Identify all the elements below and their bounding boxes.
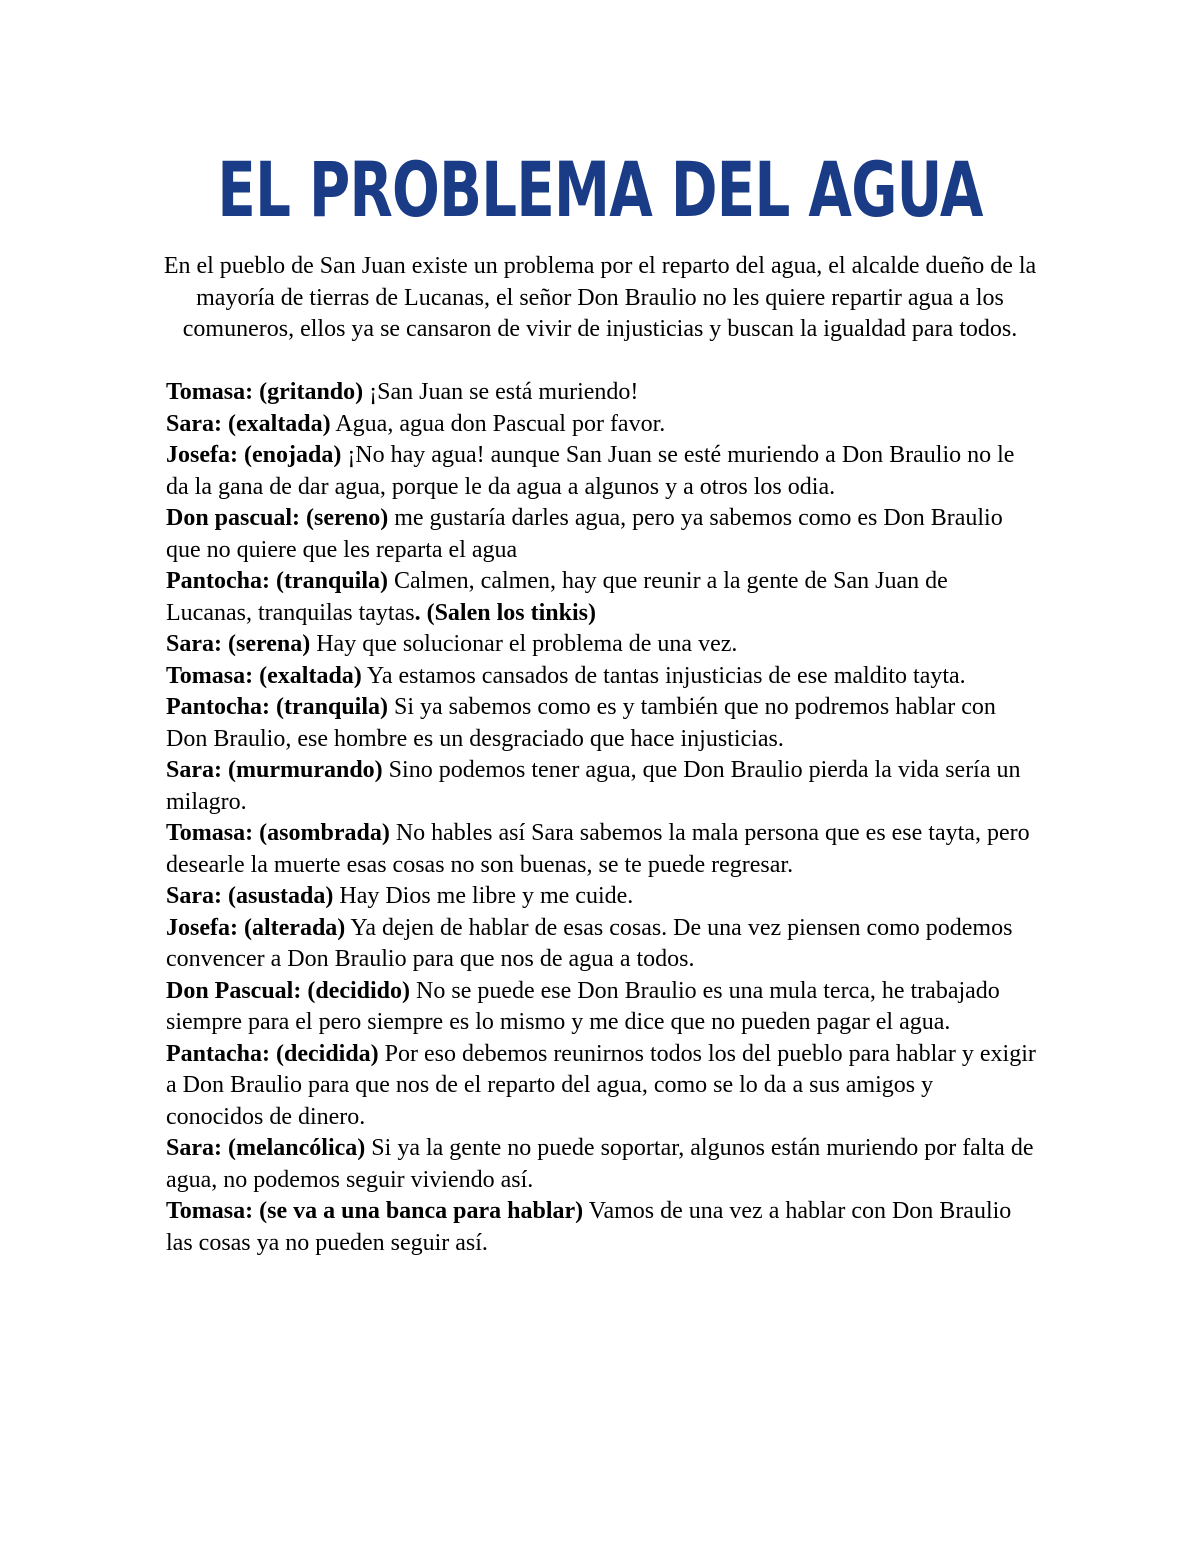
stage-direction: (murmurando): [228, 757, 383, 783]
dialogue-line: [166, 566, 1036, 629]
dialogue-text: Sino podemos tener agua, que Don Braulio pierda la vida sería un milagro.: [166, 757, 1021, 815]
stage-direction: (enojada): [243, 442, 342, 468]
dialogue-text: Si ya sabemos como es y también que no podremos hablar con Don Braulio, ese hombre es un desgraciado que hace injusticias.: [166, 694, 996, 752]
speaker-name: Pantocha:: [166, 694, 270, 720]
dialogue-line: [166, 692, 1036, 755]
dialogue-line: [166, 440, 1036, 503]
dialogue-line: [166, 755, 1036, 818]
speaker-name: Sara:: [166, 757, 222, 783]
stage-direction: (asustada): [228, 883, 334, 909]
stage-direction: (asombrada): [259, 820, 390, 846]
speaker-name: Tomasa:: [166, 820, 254, 846]
dialogue-text: ¡San Juan se está muriendo!: [369, 379, 639, 405]
dialogue-text: ¡No hay agua! aunque San Juan se esté muriendo a Don Braulio no le da la gana de dar agua, porque le da agua a algunos y a otros los odia.: [166, 442, 1015, 500]
stage-direction: (melancólica): [228, 1135, 366, 1161]
stage-direction: (decidida): [276, 1040, 379, 1067]
dialogue-text: Ya estamos cansados de tantas injusticias de ese maldito tayta.: [366, 662, 966, 689]
stage-direction: (exaltada): [228, 410, 331, 437]
intro-paragraph: En el pueblo de San Juan existe un problema por el reparto del agua, el alcalde dueño de la mayoría de tierras de Lucanas, el señor Don Braulio no les quiere repartir agua a los comuneros, ellos ya se cansaron de vivir de injusticias y buscan la igualdad para todos.: [163, 253, 1037, 342]
stage-direction: (serena): [228, 631, 311, 657]
dialogue-text: Agua, agua don Pascual por favor.: [335, 410, 666, 437]
dialogue-line: [166, 503, 1036, 566]
dialogue-text: Hay que solucionar el problema de una vez.: [316, 631, 738, 657]
dialogue-line: [166, 976, 1036, 1039]
dialogue-text: No se puede ese Don Braulio es una mula terca, he trabajado siempre para el pero siempre es lo mismo y me dice que no pueden pagar el agua.: [166, 977, 1000, 1035]
stage-direction: (exaltada): [259, 662, 362, 689]
speaker-name: Pantocha:: [166, 568, 270, 594]
speaker-name: Sara:: [166, 631, 222, 657]
speaker-name: Sara:: [166, 883, 222, 909]
dialogue-line: [166, 409, 1036, 441]
dialogue-text: No hables así Sara sabemos la mala persona que es ese tayta, pero desearle la muerte esas cosas no son buenas, se te puede regresar.: [166, 820, 1030, 878]
dialogue-line: [166, 1133, 1036, 1196]
stage-direction: (decidido): [307, 977, 411, 1004]
speaker-name: Tomasa:: [166, 1198, 254, 1224]
dialogue-text: Por eso debemos reunirnos todos los del pueblo para hablar y exigir a Don Braulio para que nos de el reparto del agua, como se lo da a sus amigos y conocidos de dinero.: [166, 1040, 1036, 1130]
dialogue-line: [166, 661, 1036, 693]
dialogue-text: Ya dejen de hablar de esas cosas. De una vez piensen como podemos convencer a Don Braulio para que nos de agua a todos.: [166, 914, 1013, 972]
dialogue: [166, 377, 1036, 1259]
dialogue-line: [166, 377, 1036, 409]
stage-direction: (se va a una banca para hablar): [259, 1198, 584, 1224]
dialogue-line: [166, 1196, 1036, 1259]
dialogue-line: [166, 913, 1036, 976]
dialogue-line: [166, 818, 1036, 881]
dialogue-text: Vamos de una vez a hablar con Don Braulio las cosas ya no pueden seguir así.: [166, 1198, 1012, 1256]
stage-note: . (Salen los tinkis): [414, 599, 596, 626]
dialogue-text: Calmen, calmen, hay que reunir a la gente de San Juan de Lucanas, tranquilas taytas: [166, 568, 948, 626]
speaker-name: Sara:: [166, 410, 222, 437]
dialogue-line: [166, 1039, 1036, 1134]
stage-direction: (sereno): [306, 505, 389, 531]
stage-direction: (alterada): [243, 914, 346, 941]
speaker-name: Don pascual:: [166, 505, 301, 531]
dialogue-line: [166, 629, 1036, 661]
stage-direction: (tranquila): [276, 694, 389, 720]
speaker-name: Josefa:: [166, 914, 238, 941]
speaker-name: Tomasa:: [166, 662, 254, 689]
speaker-name: Sara:: [166, 1135, 222, 1161]
speaker-name: Tomasa:: [166, 379, 254, 405]
speaker-name: Don Pascual:: [166, 977, 302, 1004]
speaker-name: Pantacha:: [166, 1040, 270, 1067]
dialogue-text: me gustaría darles agua, pero ya sabemos como es Don Braulio que no quiere que les reparta el agua: [166, 505, 1003, 563]
document-title: EL PROBLEMA DEL AGUA: [217, 145, 983, 234]
dialogue-text: Si ya la gente no puede soportar, algunos están muriendo por falta de agua, no podemos seguir viviendo así.: [166, 1135, 1034, 1193]
dialogue-line: [166, 881, 1036, 913]
speaker-name: Josefa:: [166, 442, 238, 468]
stage-direction: (gritando): [259, 379, 364, 405]
dialogue-text: Hay Dios me libre y me cuide.: [339, 883, 634, 909]
stage-direction: (tranquila): [276, 568, 389, 594]
